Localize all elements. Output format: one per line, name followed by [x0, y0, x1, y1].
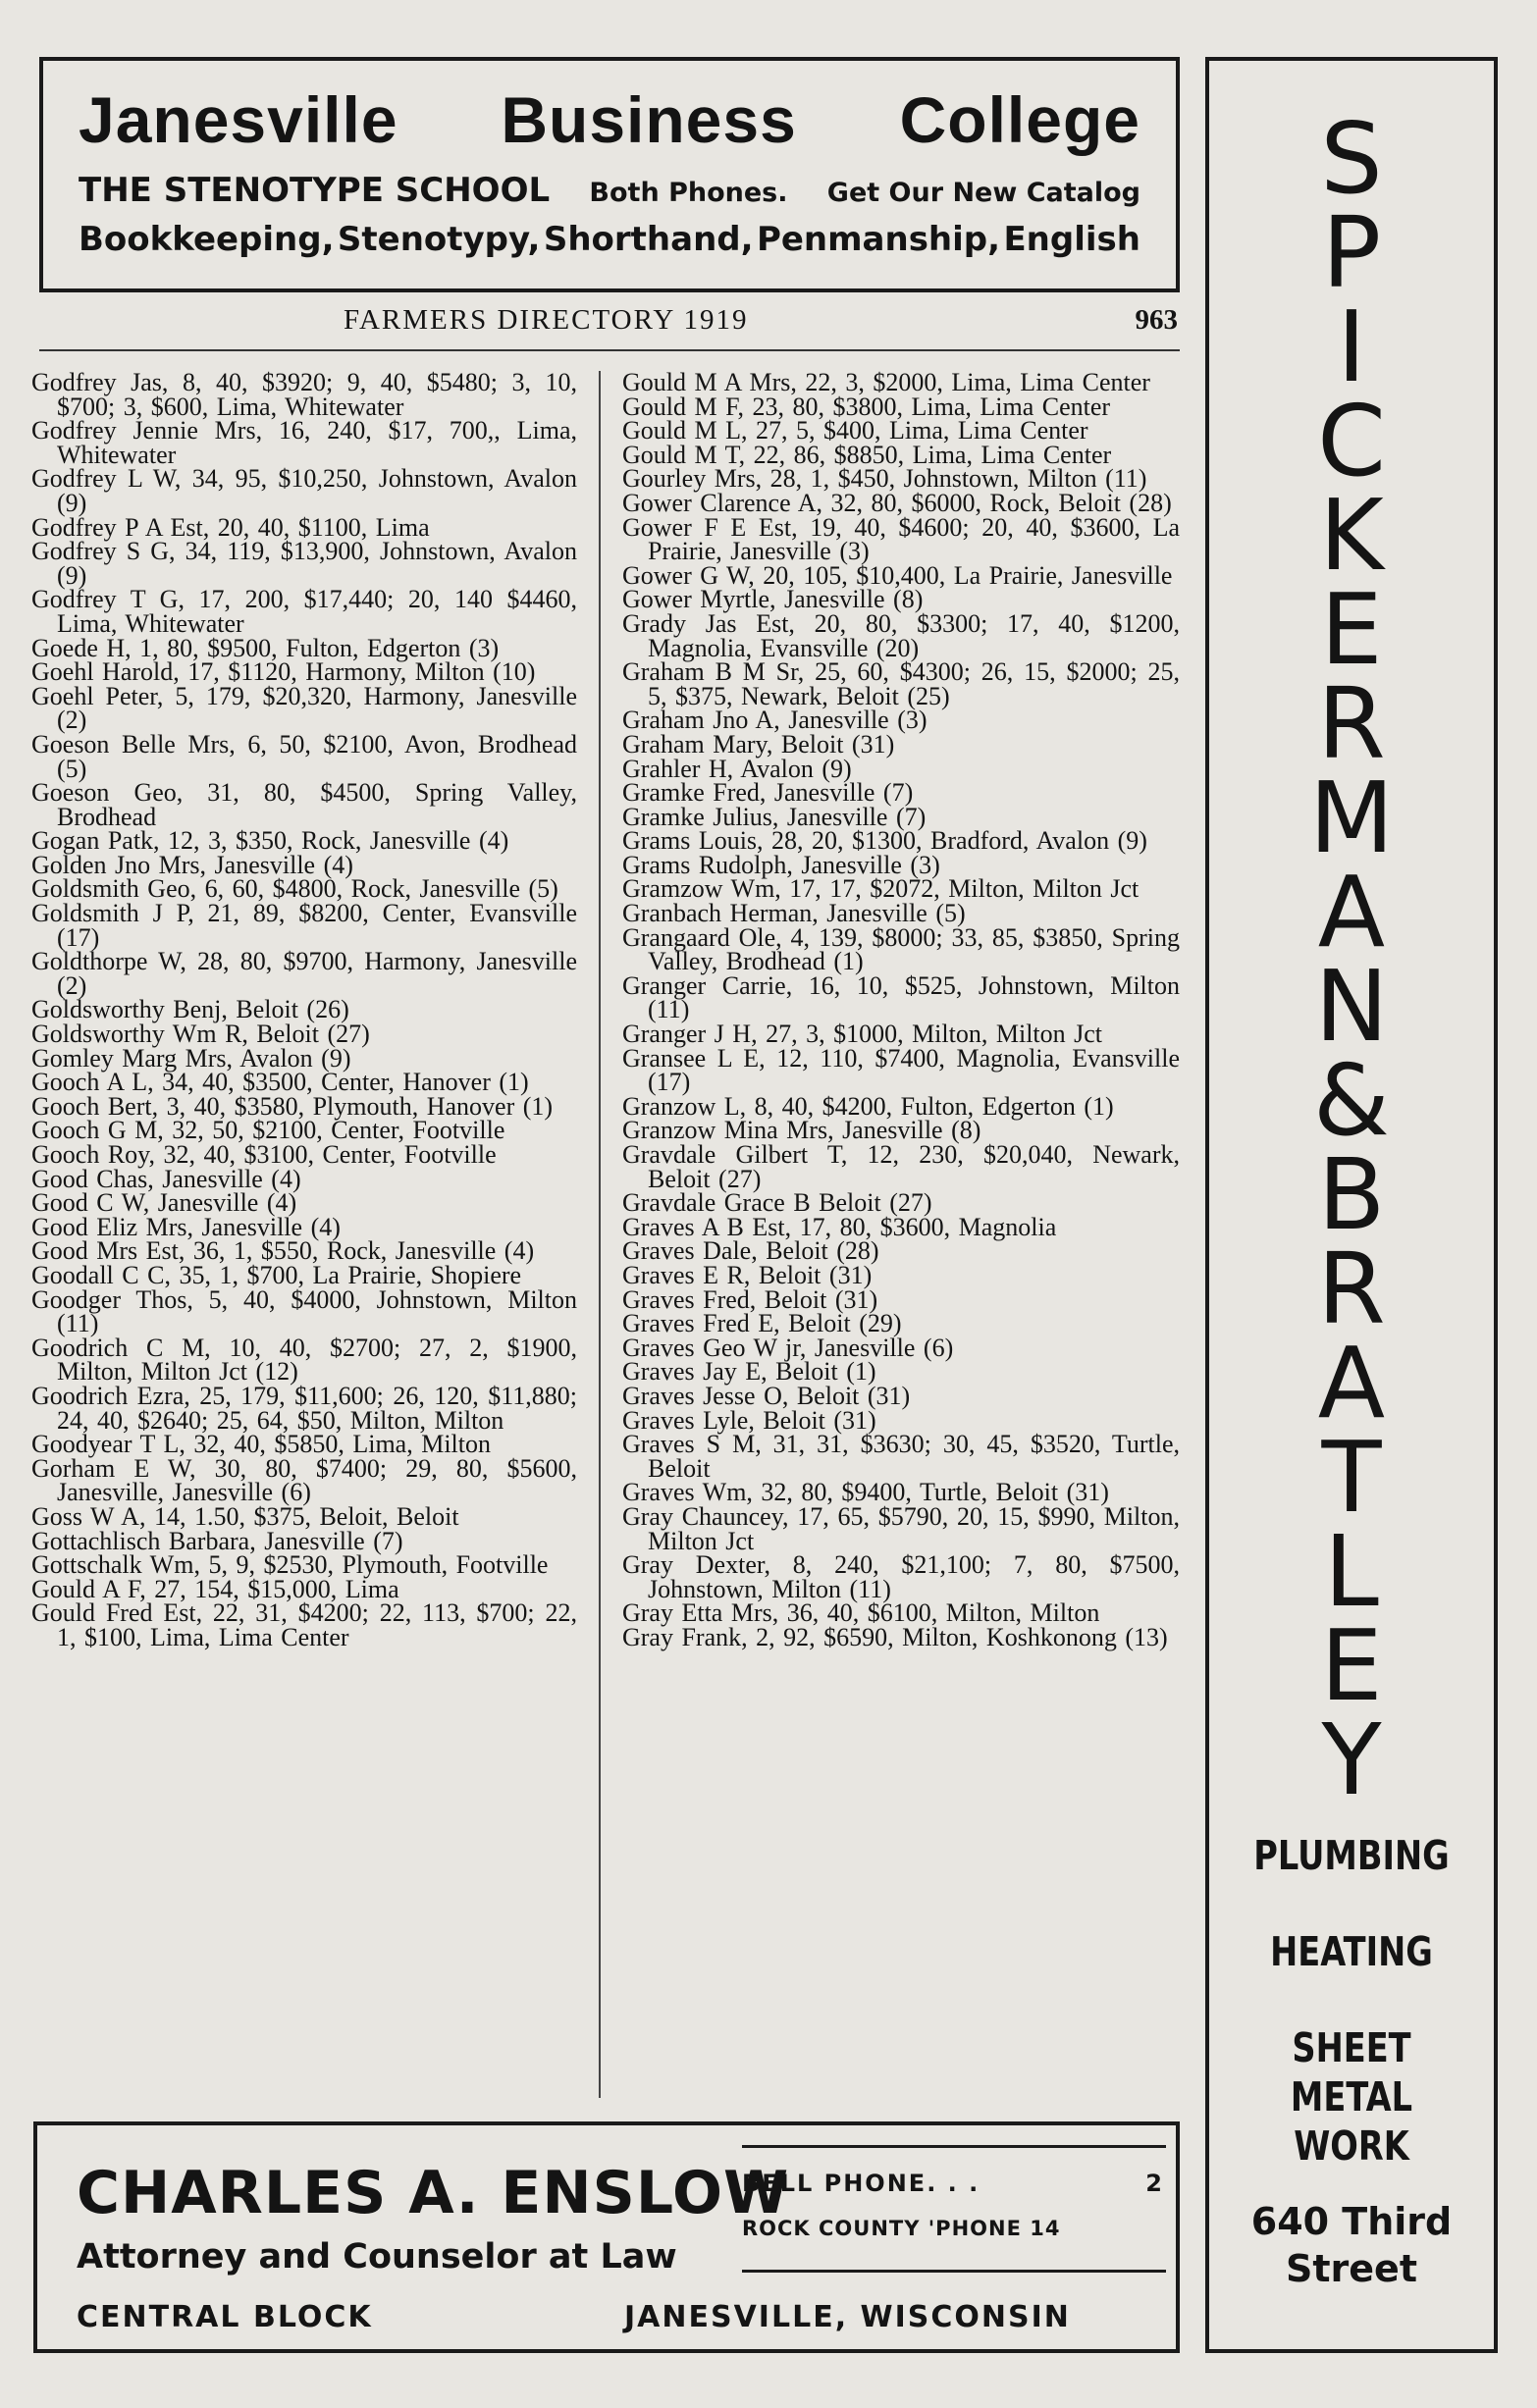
services-list: [1209, 1831, 1494, 2218]
directory-entry: Graves Jay E, Beloit (1): [622, 1357, 876, 1387]
directory-entry: Gourley Mrs, 28, 1, $450, Johnstown, Milton (11): [622, 464, 1147, 494]
directory-entry: Graves Fred E, Beloit (29): [622, 1309, 902, 1338]
directory-entry: Graves Fred, Beloit (31): [622, 1284, 878, 1314]
directory-entry: Graham B M Sr, 25, 60, $4300; 26, 15, $2000; 25, 5, $375, Newark, Beloit (25): [622, 657, 1180, 710]
directory-entry: Goeson Geo, 31, 80, $4500, Spring Valley, Brodhead: [31, 778, 577, 831]
directory-entry: Goss W A, 14, 1.50, $375, Beloit, Beloit: [31, 1501, 459, 1531]
directory-entry: Gower F E Est, 19, 40, $4600; 20, 40, $3600, La Prairie, Janesville (3): [622, 512, 1180, 566]
company-name-letter: E: [1320, 572, 1383, 687]
attorney-office: CENTRAL BLOCK: [77, 2300, 373, 2334]
directory-entry: Goldsmith Geo, 6, 60, $4800, Rock, Janesville (5): [31, 874, 558, 904]
service-item: HEATING: [1270, 1928, 1433, 1975]
directory-entry: Graves Jesse O, Beloit (31): [622, 1381, 911, 1410]
page-header: [39, 304, 1180, 343]
company-name-letter: L: [1324, 1514, 1379, 1629]
catalog-text: Get Our New Catalog: [826, 178, 1140, 208]
college-advertisement: [39, 57, 1180, 292]
directory-entry: Gower Myrtle, Janesville (8): [622, 585, 924, 614]
directory-entry: Golden Jno Mrs, Janesville (4): [31, 850, 353, 879]
service-item: WORK: [1294, 2122, 1409, 2170]
attorney-title: Attorney and Counselor at Law: [77, 2237, 677, 2277]
directory-entry: Gooch G M, 32, 50, $2100, Center, Footville: [31, 1116, 505, 1145]
company-name-letter: I: [1337, 289, 1366, 404]
directory-entry: Gooch Roy, 32, 40, $3100, Center, Footville: [31, 1140, 497, 1169]
college-name-word: College: [899, 83, 1140, 156]
directory-entry: Gorham E W, 30, 80, $7400; 29, 80, $5600, Janesville, Janesville (6): [31, 1453, 577, 1507]
column-divider: [599, 371, 601, 2098]
directory-entry: Gravdale Grace B Beloit (27): [622, 1188, 932, 1218]
company-name-letter: C: [1317, 384, 1386, 498]
directory-column-left: [31, 368, 577, 2102]
subject: Bookkeeping,: [79, 220, 335, 259]
directory-entry: Gooch A L, 34, 40, $3500, Center, Hanover (1): [31, 1068, 529, 1097]
subject: English: [1003, 220, 1140, 259]
directory-entry: Good Eliz Mrs, Janesville (4): [31, 1212, 341, 1241]
subject: Penmanship,: [756, 220, 1001, 259]
directory-entry: Gooch Bert, 3, 40, $3580, Plymouth, Hanover (1): [31, 1091, 554, 1121]
directory-column-right: [622, 368, 1180, 2102]
address-line: Street: [1286, 2247, 1417, 2290]
directory-entry: Godfrey P A Est, 20, 40, $1100, Lima: [31, 512, 430, 542]
directory-entry: Grams Rudolph, Janesville (3): [622, 850, 940, 879]
address-line: 640 Third: [1250, 2200, 1453, 2243]
bell-phone-number: 2: [1145, 2170, 1162, 2197]
directory-entry: Gottachlisch Barbara, Janesville (7): [31, 1526, 403, 1555]
directory-entry: Gravdale Gilbert T, 12, 230, $20,040, Newark, Beloit (27): [622, 1140, 1180, 1193]
company-name-letter: S: [1320, 101, 1383, 216]
company-name-letter: A: [1317, 855, 1386, 969]
directory-entry: Goodall C C, 35, 1, $700, La Prairie, Shopiere: [31, 1260, 522, 1289]
company-address: [1209, 2198, 1494, 2292]
directory-entry: Graham Mary, Beloit (31): [622, 729, 895, 759]
directory-entry: Goeson Belle Mrs, 6, 50, $2100, Avon, Brodhead (5): [31, 729, 577, 783]
college-subjects: [79, 220, 1140, 259]
directory-entry: Godfrey L W, 34, 95, $10,250, Johnstown, Avalon (9): [31, 464, 577, 517]
college-name: [79, 82, 1140, 157]
subject: Stenotypy,: [337, 220, 541, 259]
directory-entry: Gould M A Mrs, 22, 3, $2000, Lima, Lima Center: [622, 368, 1150, 396]
directory-entry: Grady Jas Est, 20, 80, $3300; 17, 40, $1200, Magnolia, Evansville (20): [622, 608, 1180, 662]
directory-entry: Gramzow Wm, 17, 17, $2072, Milton, Milton Jct: [622, 874, 1140, 904]
directory-entry: Graves E R, Beloit (31): [622, 1260, 873, 1289]
directory-entry: Godfrey Jennie Mrs, 16, 240, $17, 700,, Lima, Whitewater: [31, 416, 577, 469]
directory-entry: Gower G W, 20, 105, $10,400, La Prairie, Janesville: [622, 560, 1173, 590]
directory-entry: Graves A B Est, 17, 80, $3600, Magnolia: [622, 1212, 1057, 1241]
attorney-name: CHARLES A. ENSLOW: [77, 2159, 790, 2227]
directory-entry: Gramke Julius, Janesville (7): [622, 802, 927, 831]
directory-entry: Grahler H, Avalon (9): [622, 754, 852, 783]
directory-entry: Gray Dexter, 8, 240, $21,100; 7, 80, $7500, Johnstown, Milton (11): [622, 1550, 1180, 1603]
directory-entry: Grams Louis, 28, 20, $1300, Bradford, Avalon (9): [622, 826, 1147, 856]
directory-entry: Good Chas, Janesville (4): [31, 1164, 301, 1193]
directory-entry: Goodrich Ezra, 25, 179, $11,600; 26, 120, $11,880; 24, 40, $2640; 25, 64, $50, Milton, Milton: [31, 1381, 577, 1435]
directory-entry: Godfrey T G, 17, 200, $17,440; 20, 140 $4460, Lima, Whitewater: [31, 585, 577, 638]
company-name-letter: B: [1317, 1137, 1386, 1252]
company-name-letter: &: [1313, 1043, 1390, 1158]
page-number: 963: [1135, 304, 1178, 336]
company-name-letter: N: [1314, 949, 1389, 1064]
directory-entry: Goodger Thos, 5, 40, $4000, Johnstown, Milton (11): [31, 1284, 577, 1338]
directory-entry: Godfrey Jas, 8, 40, $3920; 9, 40, $5480; 3, 10, $700; 3, $600, Lima, Whitewater: [31, 368, 577, 421]
directory-entry: Graves Geo W jr, Janesville (6): [622, 1333, 954, 1362]
directory-entry: Goodrich C M, 10, 40, $2700; 27, 2, $1900, Milton, Milton Jct (12): [31, 1333, 577, 1387]
company-name-letter: T: [1321, 1420, 1382, 1535]
company-name-letter: Y: [1321, 1702, 1382, 1817]
directory-entry: Gramke Fred, Janesville (7): [622, 778, 914, 808]
phone-info: [742, 2145, 1166, 2273]
company-name-letter: R: [1317, 1231, 1386, 1346]
directory-entry: Gould M T, 22, 86, $8850, Lima, Lima Center: [622, 440, 1112, 469]
directory-entry: Goldsmith J P, 21, 89, $8200, Center, Evansville (17): [31, 899, 577, 952]
directory-entry: Goldsworthy Wm R, Beloit (27): [31, 1020, 370, 1049]
directory-entry: Graves Dale, Beloit (28): [622, 1236, 879, 1266]
college-name-word: Janesville: [79, 83, 398, 156]
directory-entry: Goodyear T L, 32, 40, $5850, Lima, Milton: [31, 1430, 491, 1459]
college-tagline-row: [79, 171, 1140, 210]
directory-entry: Gower Clarence A, 32, 80, $6000, Rock, Beloit (28): [622, 488, 1172, 517]
both-phones-text: Both Phones.: [589, 178, 788, 208]
directory-entry: Goede H, 1, 80, $9500, Fulton, Edgerton (3): [31, 633, 500, 662]
subject: Shorthand,: [543, 220, 754, 259]
company-name-letter: A: [1317, 1326, 1386, 1440]
directory-entry: Granbach Herman, Janesville (5): [622, 899, 966, 928]
directory-entry: Goehl Harold, 17, $1120, Harmony, Milton (10): [31, 657, 536, 687]
directory-entry: Graves S M, 31, 31, $3630; 30, 45, $3520, Turtle, Beloit: [622, 1430, 1180, 1483]
plumbing-advertisement: [1205, 57, 1498, 2353]
page-title: FARMERS DIRECTORY 1919: [344, 304, 749, 336]
attorney-advertisement: [33, 2121, 1180, 2353]
directory-entry: Gould A F, 27, 154, $15,000, Lima: [31, 1574, 399, 1603]
company-name-vertical: [1209, 101, 1494, 1817]
directory-entry: Goldsworthy Benj, Beloit (26): [31, 995, 349, 1024]
directory-entry: Gould M L, 27, 5, $400, Lima, Lima Center: [622, 416, 1088, 445]
service-item: SHEET METAL: [1290, 2024, 1413, 2120]
stenotype-school-text: THE STENOTYPE SCHOOL: [79, 171, 551, 210]
directory-entry: Goldthorpe W, 28, 80, $9700, Harmony, Janesville (2): [31, 947, 577, 1000]
company-name-letter: K: [1319, 478, 1384, 593]
service-item: PLUMBING: [1253, 1832, 1450, 1879]
company-name-letter: P: [1321, 195, 1382, 310]
directory-entry: Graves Lyle, Beloit (31): [622, 1405, 876, 1435]
directory-entry: Graham Jno A, Janesville (3): [622, 706, 928, 735]
attorney-city: JANESVILLE, WISCONSIN: [624, 2300, 1071, 2334]
directory-entry: Grangaard Ole, 4, 139, $8000; 33, 85, $3850, Spring Valley, Brodhead (1): [622, 922, 1180, 976]
directory-entry: Goehl Peter, 5, 179, $20,320, Harmony, Janesville (2): [31, 681, 577, 735]
company-name-letter: M: [1308, 760, 1395, 875]
directory-entry: Gould Fred Est, 22, 31, $4200; 22, 113, $700; 22, 1, $100, Lima, Lima Center: [31, 1598, 577, 1651]
company-name-letter: R: [1317, 666, 1386, 781]
directory-entry: Gould M F, 23, 80, $3800, Lima, Lima Center: [622, 392, 1111, 421]
directory-entry: Gransee L E, 12, 110, $7400, Magnolia, Evansville (17): [622, 1043, 1180, 1097]
directory-entry: Granger Carrie, 16, 10, $525, Johnstown, Milton (11): [622, 970, 1180, 1024]
college-name-word: Business: [501, 83, 797, 156]
directory-entry: Gomley Marg Mrs, Avalon (9): [31, 1043, 351, 1073]
directory-entry: Gottschalk Wm, 5, 9, $2530, Plymouth, Footville: [31, 1550, 549, 1580]
directory-entry: Gray Etta Mrs, 36, 40, $6100, Milton, Milton: [622, 1598, 1100, 1628]
directory-entry: Good Mrs Est, 36, 1, $550, Rock, Janesville (4): [31, 1236, 535, 1266]
rock-county-phone: ROCK COUNTY 'PHONE 14: [742, 2217, 1061, 2240]
bell-phone-label: BELL PHONE. . .: [742, 2170, 980, 2197]
directory-entry: Good C W, Janesville (4): [31, 1188, 297, 1218]
directory-entry: Godfrey S G, 34, 119, $13,900, Johnstown, Avalon (9): [31, 537, 577, 590]
directory-entry: Granzow L, 8, 40, $4200, Fulton, Edgerton (1): [622, 1091, 1114, 1121]
directory-entry: Granger J H, 27, 3, $1000, Milton, Milton Jct: [622, 1020, 1103, 1049]
header-divider: [39, 349, 1180, 351]
directory-entry: Granzow Mina Mrs, Janesville (8): [622, 1116, 981, 1145]
company-name-letter: E: [1320, 1608, 1383, 1723]
directory-entry: Gogan Patk, 12, 3, $350, Rock, Janesville (4): [31, 826, 509, 856]
directory-entry: Gray Frank, 2, 92, $6590, Milton, Koshkonong (13): [622, 1622, 1168, 1651]
directory-entry: Graves Wm, 32, 80, $9400, Turtle, Beloit (31): [622, 1478, 1109, 1507]
directory-entry: Gray Chauncey, 17, 65, $5790, 20, 15, $990, Milton, Milton Jct: [622, 1501, 1180, 1555]
